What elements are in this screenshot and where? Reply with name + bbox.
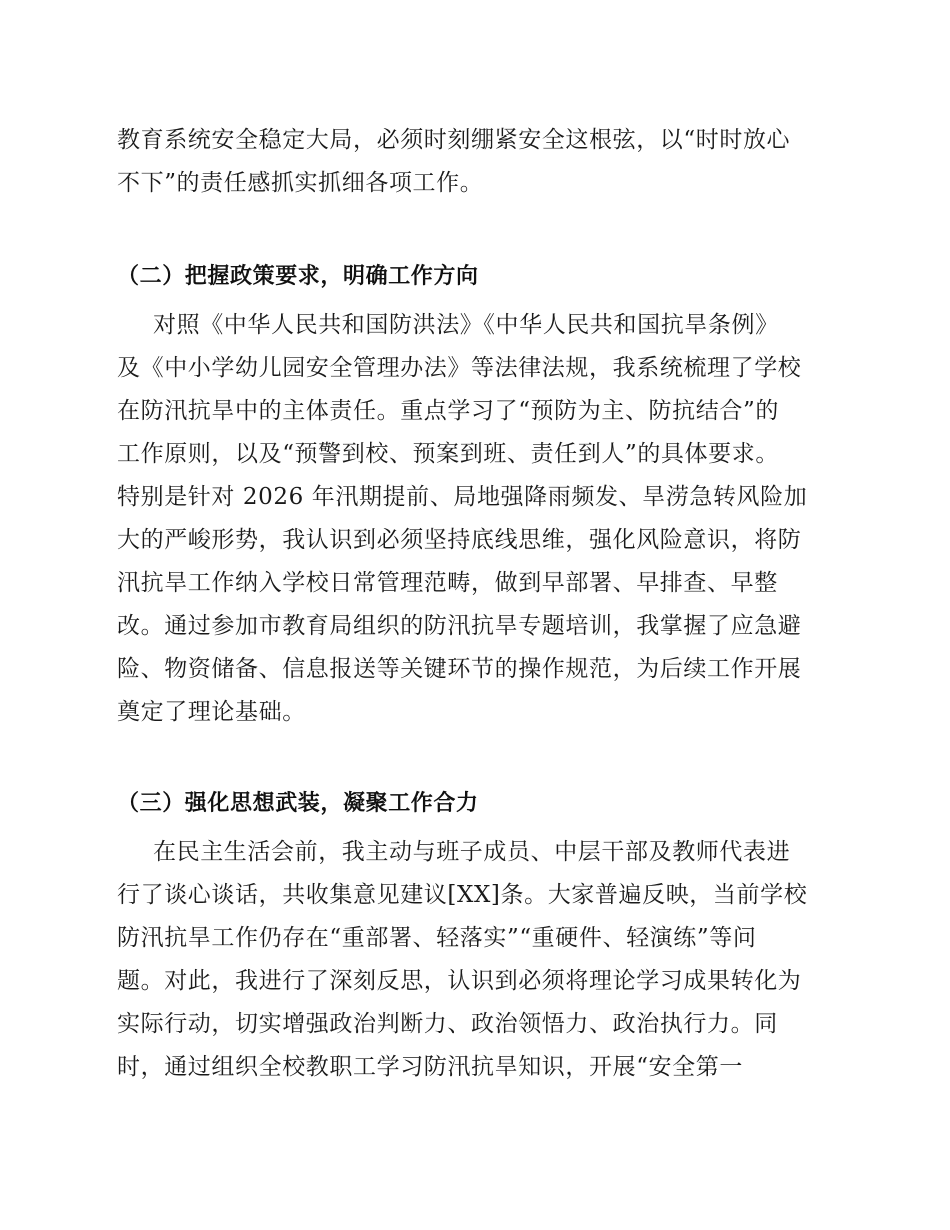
paragraph-line: 在防汛抗旱中的主体责任。重点学习了“预防为主、防抗结合”的 <box>117 398 779 424</box>
paragraph-line: 及《中小学幼儿园安全管理办法》等法律法规，我系统梳理了学校 <box>117 355 802 381</box>
paragraph-line: 题。对此，我进行了深刻反思，认识到必须将理论学习成果转化为 <box>117 968 802 994</box>
paragraph-line: 奠定了理论基础。 <box>117 699 306 725</box>
paragraph-line: 时，通过组织全校教职工学习防汛抗旱知识，开展“安全第一 <box>117 1054 743 1080</box>
paragraph-line: 汛抗旱工作纳入学校日常管理范畴，做到早部署、早排查、早整 <box>117 570 778 596</box>
paragraph-line: 大的严峻形势，我认识到必须坚持底线思维，强化风险意识，将防 <box>117 527 802 553</box>
paragraph-line: 不下”的责任感抓实抓细各项工作。 <box>117 170 484 196</box>
paragraph-line: 防汛抗旱工作仍存在“重部署、轻落实”“重硬件、轻演练”等问 <box>117 925 757 951</box>
paragraph-line: 险、物资储备、信息报送等关键环节的操作规范，为后续工作开展 <box>117 656 802 682</box>
paragraph-line: 实际行动，切实增强政治判断力、政治领悟力、政治执行力。同 <box>117 1011 778 1037</box>
section-heading-2: （二）把握政策要求，明确工作方向 <box>117 264 479 289</box>
paragraph-line: 改。通过参加市教育局组织的防汛抗旱专题培训，我掌握了应急避 <box>117 613 802 639</box>
paragraph-line: 教育系统安全稳定大局，必须时刻绷紧安全这根弦，以“时时放心 <box>117 127 791 153</box>
paragraph-line: 对照《中华人民共和国防洪法》《中华人民共和国抗旱条例》 <box>153 312 779 338</box>
paragraph-line: 行了谈心谈话，共收集意见建议[XX]条。大家普遍反映，当前学校 <box>117 882 808 908</box>
section-heading-3: （三）强化思想武装，凝聚工作合力 <box>117 791 479 816</box>
paragraph-line: 在民主生活会前，我主动与班子成员、中层干部及教师代表进 <box>153 839 791 865</box>
paragraph-line: 工作原则，以及“预警到校、预案到班、责任到人”的具体要求。 <box>117 441 779 467</box>
paragraph-line: 特别是针对 2026 年汛期提前、局地强降雨频发、旱涝急转风险加 <box>117 484 808 510</box>
